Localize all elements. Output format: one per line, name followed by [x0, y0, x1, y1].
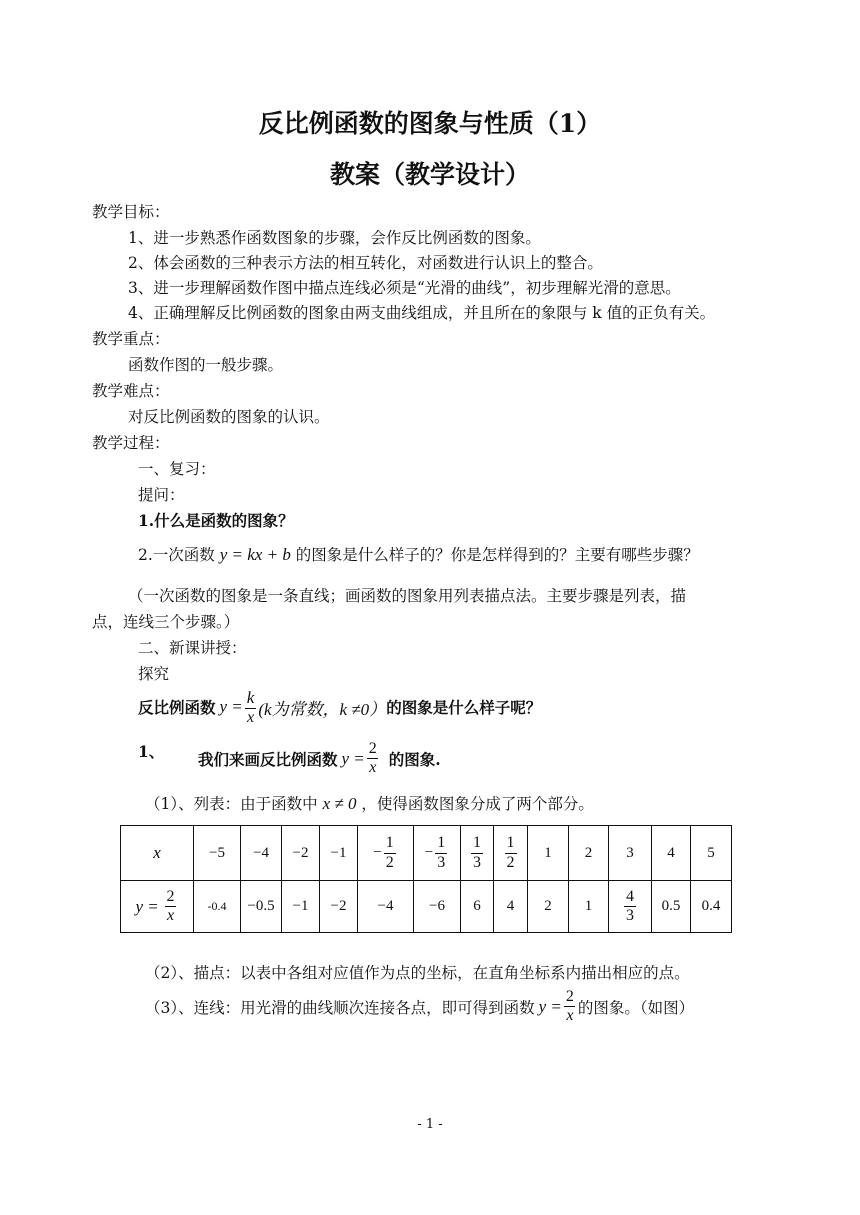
- table-row: [121, 881, 732, 933]
- explore-question-prefix: 反比例函数: [138, 698, 216, 718]
- objective-item: 1、进一步熟悉作函数图象的步骤，会作反比例函数的图象。: [128, 229, 541, 247]
- objective-item: 3、进一步理解函数作图中描点连线必须是“光滑的曲线”，初步理解光滑的意思。: [128, 279, 681, 297]
- question-2-suffix: 的图象是什么样子的？你是怎样得到的？主要有哪些步骤？: [295, 546, 699, 564]
- new-lesson-heading: 二、新课讲授：: [138, 639, 247, 657]
- table-header-x: x: [121, 826, 194, 881]
- table-cell: −1: [282, 881, 320, 933]
- list-step-condition: x ≠ 0: [322, 794, 357, 813]
- list-step-prefix: （1）、列表：由于函数中: [145, 795, 318, 813]
- explore-label: 探究: [138, 665, 170, 683]
- answer-line-2: 点，连线三个步骤。）: [92, 613, 240, 631]
- objective-item: 2、体会函数的三种表示方法的相互转化，对函数进行认识上的整合。: [128, 254, 603, 272]
- y-header-lhs: y =: [135, 896, 159, 916]
- fraction-denominator: x: [247, 708, 255, 726]
- step-1-number: 1、: [138, 742, 165, 761]
- table-header-y: [121, 881, 194, 933]
- page-subtitle: 教案（教学设计）: [329, 160, 530, 189]
- explore-formula-lhs: y =: [219, 697, 243, 717]
- difficulty-text: 对反比例函数的图象的认识。: [128, 408, 330, 426]
- question-1: 1.什么是函数的图象？: [138, 511, 294, 530]
- table-cell: −4: [241, 826, 282, 881]
- process-heading: 教学过程：: [92, 434, 170, 452]
- fraction-numerator: 2: [565, 988, 574, 1005]
- table-cell: $\frac{1}{2}$: [494, 826, 528, 881]
- table-cell: 2: [569, 826, 609, 881]
- key-point: 函数作图的一般步骤。: [128, 356, 284, 374]
- fraction-numerator: k: [246, 688, 255, 707]
- connect-step-prefix: （3）、连线：用光滑的曲线顺次连接各点，即可得到函数: [145, 998, 535, 1017]
- difficulty-heading: 教学难点：: [92, 382, 170, 400]
- step-1-text: [198, 740, 441, 778]
- table-cell: 1: [569, 881, 609, 933]
- explore-question-suffix: 的图象是什么样子呢？: [386, 698, 542, 718]
- table-cell: −4: [358, 881, 414, 933]
- fraction-denominator: x: [566, 1007, 574, 1025]
- objective-item: 4、正确理解反比例函数的图象由两支曲线组成，并且所在的象限与 k 值的正负有关。: [128, 304, 716, 322]
- connect-lhs: y =: [538, 996, 562, 1016]
- plot-step: （2）、描点：以表中各组对应值作为点的坐标，在直角坐标系内描出相应的点。: [145, 964, 690, 982]
- fraction-denominator: x: [166, 907, 175, 924]
- key-heading: 教学重点：: [92, 330, 170, 348]
- step-1-suffix: 的图象.: [388, 749, 441, 769]
- list-step-suffix: ，使得函数图象分成了两个部分。: [361, 795, 594, 813]
- table-cell: −2: [282, 826, 320, 881]
- table-cell: -0.4: [194, 881, 241, 933]
- table-cell: $\frac{1}{3}$: [461, 826, 494, 881]
- table-cell: 0.5: [652, 881, 691, 933]
- table-cell: −2: [320, 881, 358, 933]
- explore-condition: (k为常数，k ≠0）: [258, 699, 387, 719]
- linear-function-formula: y = kx + b: [219, 545, 291, 564]
- step-1-fraction: [367, 740, 379, 778]
- table-cell: − $\frac{1}{2}$: [358, 826, 414, 881]
- ask-label: 提问：: [138, 486, 185, 504]
- table-cell: −0.5: [241, 881, 282, 933]
- connect-step-suffix: 的图象。（如图）: [577, 998, 695, 1017]
- table-cell: $\frac{4}{3}$: [609, 881, 652, 933]
- answer-line-1: （一次函数的图象是一条直线；画函数的图象用列表描点法。主要步骤是列表，描: [128, 587, 687, 605]
- table-cell: 2: [528, 881, 569, 933]
- table-cell: 0.4: [691, 881, 732, 933]
- fraction-numerator: 2: [368, 740, 377, 757]
- list-step: [145, 792, 594, 814]
- table-cell: 4: [494, 881, 528, 933]
- table-row: [121, 826, 732, 881]
- table-cell: −6: [414, 881, 461, 933]
- table-cell: 4: [652, 826, 691, 881]
- objectives-heading: 教学目标：: [92, 203, 170, 221]
- question-2: [138, 543, 699, 565]
- page-title: 反比例函数的图象与性质（1）: [258, 109, 602, 138]
- step-1-lhs: y =: [341, 748, 365, 768]
- fraction-denominator: x: [369, 759, 377, 777]
- fraction-numerator: 2: [166, 887, 175, 905]
- connect-fraction: [564, 988, 576, 1026]
- table-cell: 3: [609, 826, 652, 881]
- explore-question: [138, 688, 541, 727]
- table-cell: 5: [691, 826, 732, 881]
- step-1-prefix: 我们来画反比例函数: [198, 749, 338, 769]
- y-header-fraction: [165, 888, 177, 926]
- table-cell: −1: [320, 826, 358, 881]
- explore-fraction: [245, 688, 257, 727]
- table-cell: 1: [528, 826, 569, 881]
- question-2-prefix: 2.一次函数: [138, 546, 215, 564]
- table-cell: −5: [194, 826, 241, 881]
- page-number: - 1 -: [417, 1117, 443, 1132]
- review-heading: 一、复习：: [138, 460, 216, 478]
- connect-step: [145, 988, 694, 1026]
- value-table: [120, 825, 732, 933]
- table-cell: − $\frac{1}{3}$: [414, 826, 461, 881]
- table-cell: 6: [461, 881, 494, 933]
